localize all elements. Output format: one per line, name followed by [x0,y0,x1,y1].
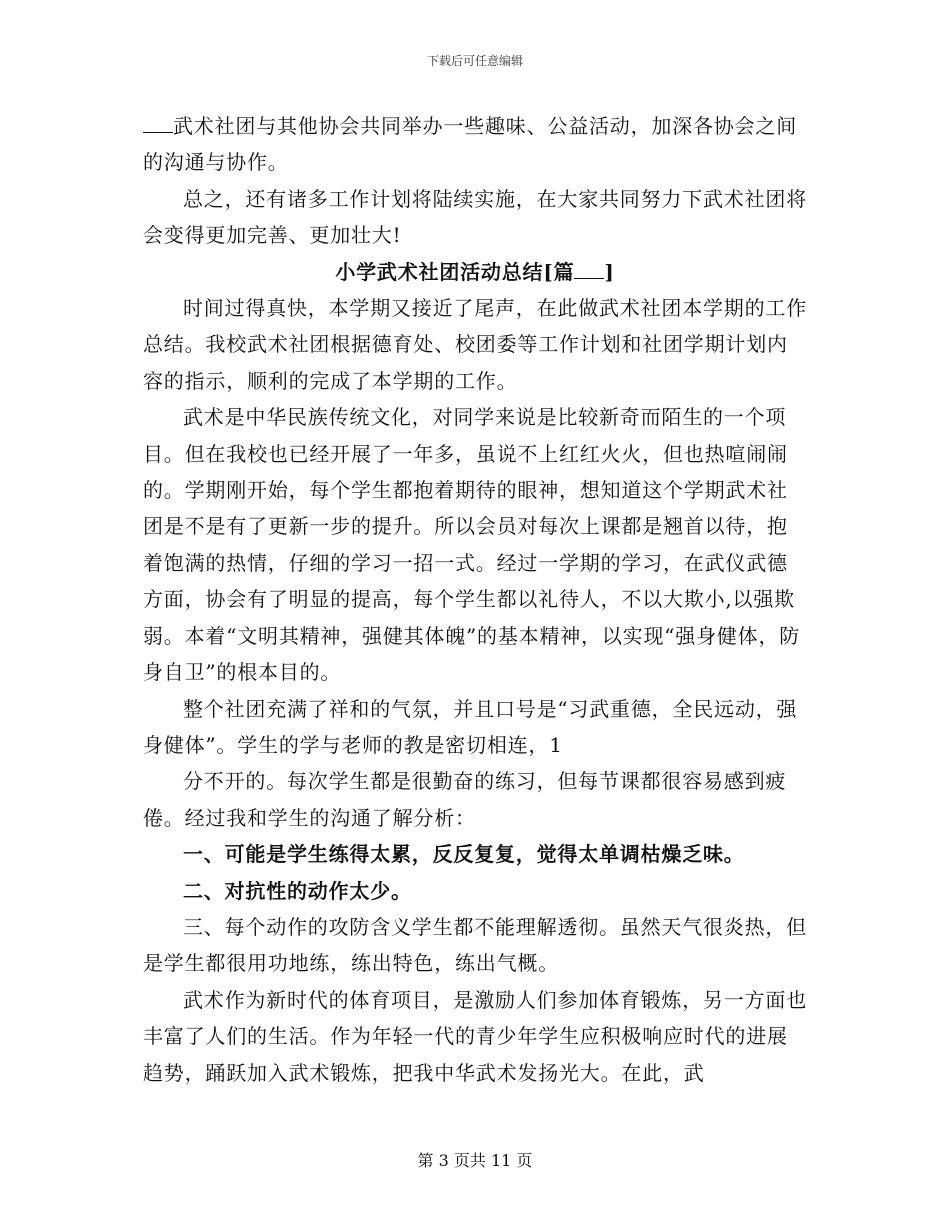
paragraph-5: 整个社团充满了祥和的气氛，并且口号是“习武重德，全民远动，强身健体”。学生的学与老师的教是密切相连，1 [143,696,798,757]
document-body [143,108,807,1091]
paragraph-3: 时间过得真快，本学期又接近了尾声，在此做武术社团本学期的工作总结。我校武术社团根据德育处、校团委等工作计划和社团学期计划内容的指示，顺利的完成了本学期的工作。 [143,296,807,393]
paragraph-10: 武术作为新时代的体育项目，是激励人们参加体育锻炼，另一方面也丰富了人们的生活。作为年轻一代的青少年学生应积极响应时代的进展趋势，踊跃加入武术锻炼，把我中华武术发扬光大。在此，武 [143,987,807,1085]
paragraph-9: 三、每个动作的攻防含义学生都不能理解透彻。虽然天气很炎热，但是学生都很用功地练，练出特色，练出气概。 [143,914,807,976]
section-title [143,254,807,290]
paragraph-1-text: 武术社团与其他协会共同举办一些趣味、公益活动，加深各协会之间的沟通与协作。 [143,114,797,175]
header-note: 下载后可任意编辑 [426,54,523,68]
title-blank [574,260,604,279]
paragraph-6: 分不开的。每次学生都是很勤奋的练习，但每节课都很容易感到疲倦。经过我和学生的沟通了解分析： [143,769,787,830]
paragraph-7: 一、可能是学生练得太累，反反复复，觉得太单调枯燥乏味。 [183,842,745,867]
fill-blank [143,114,173,133]
section-title-suffix: ] [604,259,615,284]
paragraph-8: 二、对抗性的动作太少。 [183,878,412,903]
paragraph-4: 武术是中华民族传统文化，对同学来说是比较新奇而陌生的一个项目。但在我校也已经开展了一年多，虽说不上红红火火，但也热喧闹闹的。学期刚开始，每个学生都抱着期待的眼神，想知道这个学期武术社团是不是有了更新一步的提升。所以会员对每次上课都是翘首以待，抱着饱满的热情，仔细的学习一招一式。经过一学期的学习，在武仪武德方面，协会有了明显的提高，每个学生都以礼待人，不以大欺小,以强欺弱。本着“文明其精神，强健其体魄”的基本精神，以实现“强身健体，防身自卫”的根本目的。 [143,405,801,685]
paragraph-2: 总之，还有诸多工作计划将陆续实施，在大家共同努力下武术社团将会变得更加完善、更加壮大! [143,186,807,248]
section-title-prefix: 小学武术社团活动总结[篇 [335,259,575,284]
page-footer: 第 3 页共 11 页 [417,1151,533,1170]
paragraph-1 [143,108,807,181]
